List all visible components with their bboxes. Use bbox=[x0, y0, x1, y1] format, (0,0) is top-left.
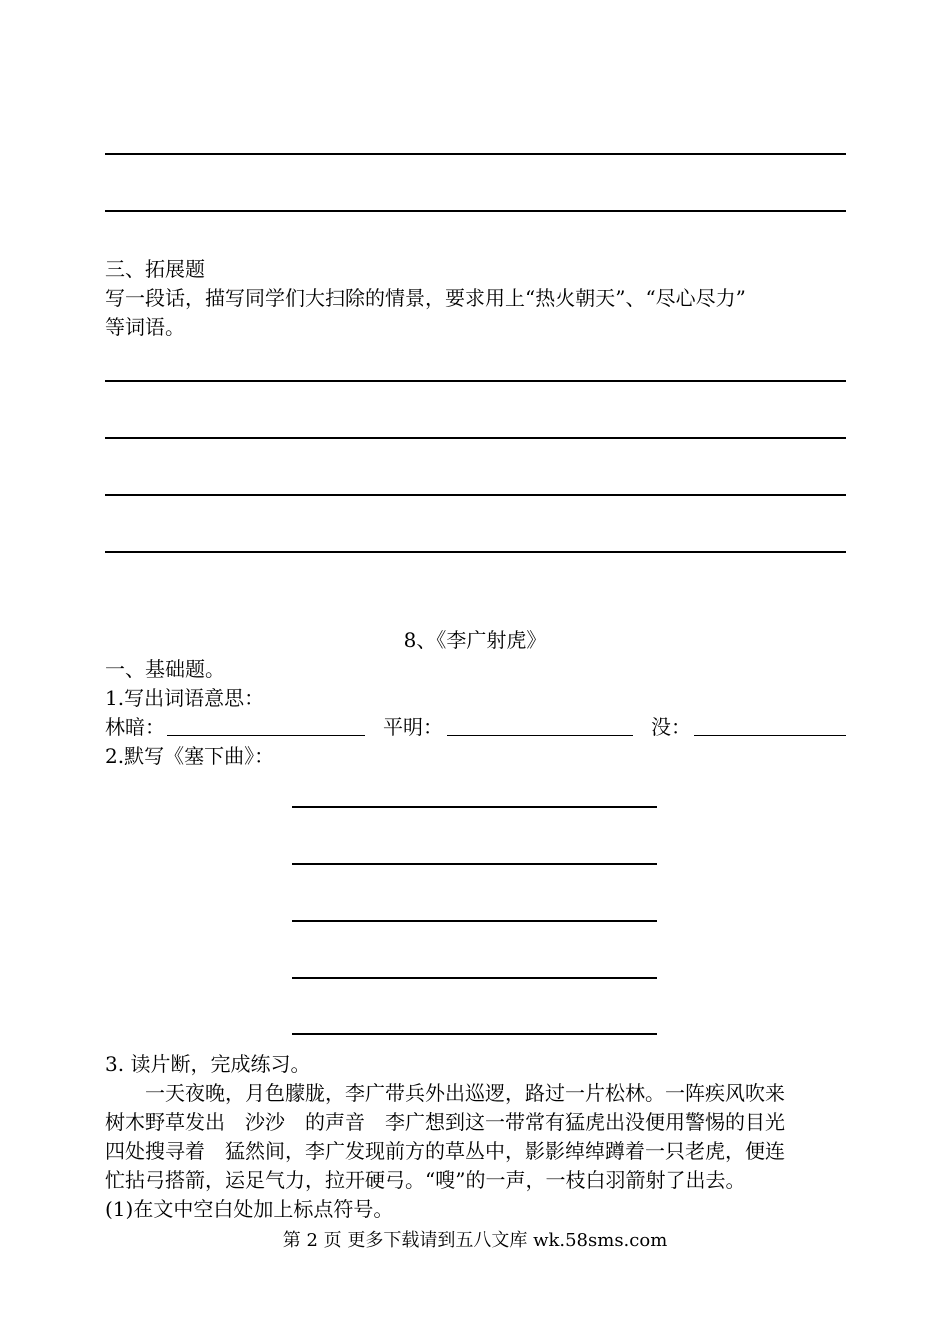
answer-line bbox=[105, 380, 846, 382]
question-2: 2.默写《塞下曲》： bbox=[105, 744, 275, 768]
prompt-text: 写一段话，描写同学们大扫除的情景，要求用上“热火朝天”、“尽心尽力” bbox=[105, 286, 746, 310]
poem-line bbox=[292, 920, 657, 922]
fill-blank[interactable] bbox=[447, 735, 633, 736]
lesson-title: 8、《李广射虎》 bbox=[403, 628, 547, 652]
fill-blank[interactable] bbox=[694, 735, 846, 736]
page-footer: 第 2 页 更多下载请到五八文库 wk.58sms.com bbox=[282, 1230, 668, 1251]
passage-line: 一天夜晚，月色朦胧，李广带兵外出巡逻，路过一片松林。一阵疾风吹来 bbox=[145, 1081, 785, 1105]
answer-line bbox=[105, 210, 846, 212]
poem-line bbox=[292, 863, 657, 865]
fill-blank[interactable] bbox=[167, 735, 365, 736]
answer-line bbox=[105, 551, 846, 553]
poem-line bbox=[292, 806, 657, 808]
sub-question: (1)在文中空白处加上标点符号。 bbox=[105, 1197, 394, 1221]
term-label: 平明： bbox=[383, 715, 443, 739]
passage-line: 忙拈弓搭箭，运足气力，拉开硬弓。“嗖”的一声，一枝白羽箭射了出去。 bbox=[105, 1168, 746, 1192]
passage-line: 树木野草发出 沙沙 的声音 李广想到这一带常有猛虎出没便用警惕的目光 bbox=[105, 1110, 785, 1134]
answer-line bbox=[105, 153, 846, 155]
question-3: 3. 读片断，完成练习。 bbox=[105, 1052, 311, 1076]
question-1: 1.写出词语意思： bbox=[105, 686, 265, 710]
answer-line bbox=[105, 494, 846, 496]
term-label: 林暗： bbox=[105, 715, 165, 739]
section-heading: 三、拓展题 bbox=[105, 257, 205, 281]
poem-line bbox=[292, 977, 657, 979]
poem-line bbox=[292, 1033, 657, 1035]
answer-line bbox=[105, 437, 846, 439]
term-label: 没： bbox=[651, 715, 691, 739]
passage-line: 四处搜寻着 猛然间，李广发现前方的草丛中，影影绰绰蹲着一只老虎，便连 bbox=[105, 1139, 785, 1163]
prompt-text: 等词语。 bbox=[105, 315, 185, 339]
part-heading: 一、基础题。 bbox=[105, 657, 225, 681]
